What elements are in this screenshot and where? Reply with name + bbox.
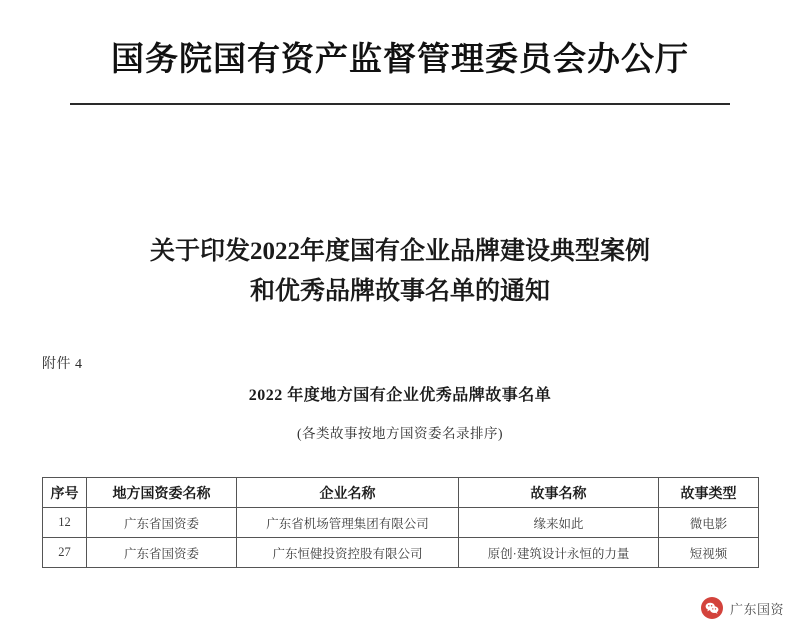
cell-no: 27: [43, 538, 87, 568]
cell-enterprise: 广东恒健投资控股有限公司: [237, 538, 459, 568]
masthead-divider: [70, 103, 730, 105]
cell-type: 微电影: [659, 508, 759, 538]
document-title-line-1: 关于印发2022年度国有企业品牌建设典型案例: [149, 238, 650, 265]
list-note: (各类故事按地方国资委名录排序): [297, 426, 503, 441]
wechat-account-name: 广东国资: [729, 601, 784, 617]
table-header-type: 故事类型: [659, 478, 759, 508]
table-row: [43, 508, 759, 538]
list-title: 2022 年度地方国有企业优秀品牌故事名单: [248, 387, 552, 404]
table-row: [43, 538, 759, 568]
brand-story-table-wrapper: [42, 477, 758, 568]
cell-type: 短视频: [659, 538, 759, 568]
table-header-enterprise: 企业名称: [237, 478, 459, 508]
wechat-icon: [701, 597, 723, 619]
document-title-line-2: 和优秀品牌故事名单的通知: [249, 278, 550, 305]
attachment-label: 附件 4: [42, 357, 83, 372]
cell-no: 12: [43, 508, 87, 538]
brand-story-table: [42, 477, 759, 568]
table-header-story: 故事名称: [459, 478, 659, 508]
cell-story: 原创·建筑设计永恒的力量: [459, 538, 659, 568]
cell-sasac: 广东省国资委: [87, 508, 237, 538]
wechat-account-badge[interactable]: [701, 597, 784, 619]
table-header-row: [43, 478, 759, 508]
issuing-authority: 国务院国有资产监督管理委员会办公厅: [111, 42, 689, 78]
cell-enterprise: 广东省机场管理集团有限公司: [237, 508, 459, 538]
cell-sasac: 广东省国资委: [87, 538, 237, 568]
cell-story: 缘来如此: [459, 508, 659, 538]
table-header-sasac: 地方国资委名称: [87, 478, 237, 508]
masthead: [70, 40, 730, 105]
document-title: [90, 232, 710, 312]
table-header-no: 序号: [43, 478, 87, 508]
